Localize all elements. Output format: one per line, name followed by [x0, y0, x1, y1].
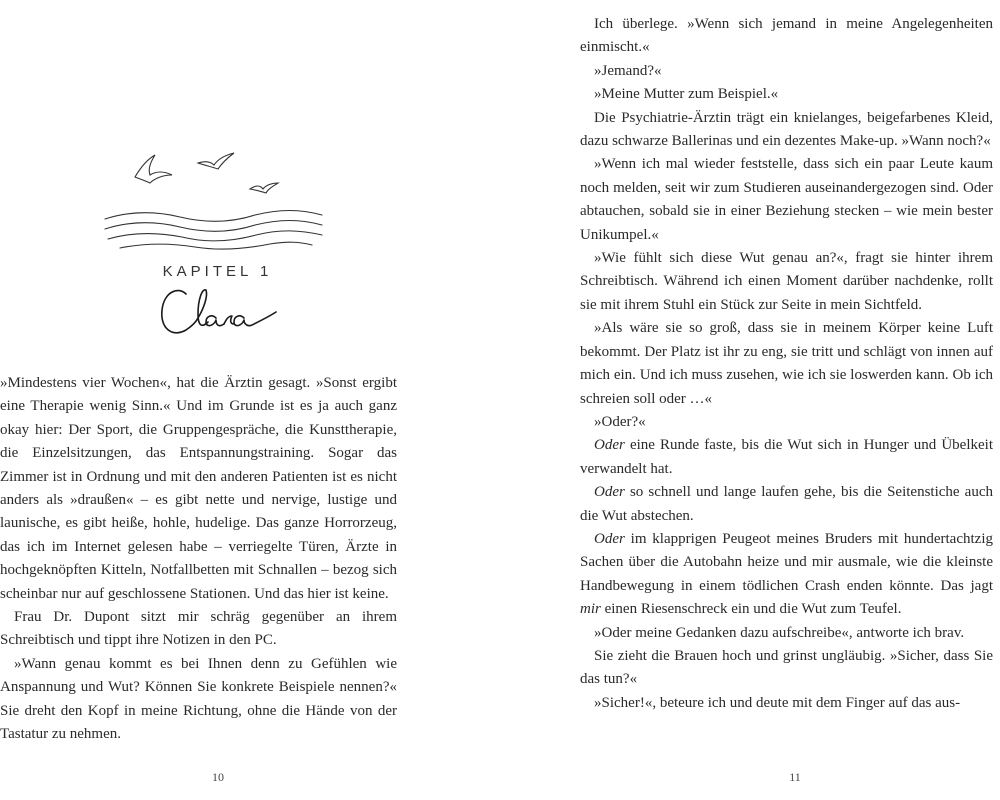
text-run: einen Riesenschreck ein und die Wut zum Teufel. [600, 601, 902, 618]
paragraph [580, 692, 993, 715]
paragraph [0, 372, 397, 606]
italic-text: Oder [594, 437, 625, 454]
paragraph [580, 317, 993, 411]
paragraph [580, 645, 993, 692]
page-number-right: 11 [789, 770, 801, 784]
text-run: so schnell und lange laufen gehe, bis die Seitenstiche auch die Wut abstechen. [580, 484, 993, 524]
chapter-name-script-lettering [158, 282, 282, 344]
page-number-left: 10 [212, 770, 224, 784]
text-run: eine Runde faste, bis die Wut sich in Hunger und Übelkeit verwandelt hat. [580, 437, 993, 477]
text-run: »Oder meine Gedanken dazu aufschreibe«, antworte ich brav. [594, 624, 965, 641]
text-run: »Als wäre sie so groß, dass sie in meinem Körper keine Luft bekommt. Der Platz ist ihr zu eng, sie tritt und schlägt von innen auf mich ein. Und ich muss zusehen, wie ich sie loswerden kann. Ob ich schreien soll oder …« [580, 320, 993, 407]
right-page [575, 0, 1000, 800]
paragraph [580, 60, 993, 83]
text-run: »Wie fühlt sich diese Wut genau an?«, fragt sie hinter ihrem Schreibtisch. Während ich einen Moment darüber nachdenke, rollt sie mit ihrem Stuhl ein Stück zur Seite in mein Sichtfeld. [580, 250, 993, 313]
text-run: Ich überlege. »Wenn sich jemand in meine Angelegenheiten einmischt.« [580, 16, 993, 56]
paragraph [580, 247, 993, 317]
right-page-body-text [580, 13, 993, 715]
text-run: »Sicher!«, beteure ich und deute mit dem Finger auf das aus- [594, 694, 961, 711]
seagulls-and-waves-illustration [100, 145, 330, 255]
paragraph [580, 622, 993, 645]
italic-text: Oder [594, 484, 625, 501]
chapter-label: KAPITEL 1 [162, 263, 273, 280]
paragraph [580, 83, 993, 106]
paragraph [580, 411, 993, 434]
paragraph [580, 153, 993, 247]
text-run: »Wenn ich mal wieder feststelle, dass sich ein paar Leute kaum noch melden, seit wir zum Studieren auseinandergezogen sind. Oder abtauchen, sobald sie in einer Beziehung stecken – wie mein bester Unikumpel.« [580, 156, 993, 243]
text-run: »Wann genau kommt es bei Ihnen denn zu Gefühlen wie Anspannung und Wut? Können Sie konkrete Beispiele nennen?« Sie dreht den Kopf in meine Richtung, ohne die Hände von der Tastatur zu nehmen. [0, 655, 397, 743]
text-run: »Oder?« [594, 413, 646, 430]
text-run: »Jemand?« [594, 62, 662, 79]
paragraph [580, 13, 993, 60]
text-run: Sie zieht die Brauen hoch und grinst ungläubig. »Sicher, dass Sie das tun?« [580, 647, 993, 688]
paragraph [580, 107, 993, 154]
paragraph [0, 653, 397, 747]
text-run: »Mindestens vier Wochen«, hat die Ärztin gesagt. »Sonst ergibt eine Therapie wenig Sinn.« Und im Grunde ist es ja auch ganz okay hier: Der Sport, die Gruppengespräche, die Kunsttherapie, die Einzelsitzungen, das Entspannungstraining. Sogar das Zimmer ist in Ordnung und mit den anderen Patienten ist es nicht anders als »draußen« – es gibt nette und nervige, lustige und launische, es gibt heiße, hohle, hudelige. Das ganze Horrorzeug, das ich im Internet gelesen habe – verriegelte Türen, Ärzte in hochgeknöpften Kitteln, Notfallbetten mit Schnallen – bezog sich scheinbar nur auf geschlossene Stationen. Und das hier ist keine. [0, 375, 397, 602]
text-run: im klapprigen Peugeot meines Bruders mit hundertachtzig Sachen über die Autobahn heize und mir ausmale, wie die kleinste Handbewegung in einem tödlichen Crash enden könnte. Das jagt [580, 530, 993, 594]
left-page [0, 0, 420, 800]
italic-text: Oder [594, 530, 625, 547]
text-run: »Meine Mutter zum Beispiel.« [594, 86, 779, 103]
text-run: Die Psychiatrie-Ärztin trägt ein knielanges, beigefarbenes Kleid, dazu schwarze Ballerinas und ein dezentes Make-up. »Wann noch?« [580, 109, 993, 150]
italic-text: mir [580, 601, 601, 618]
paragraph [580, 434, 993, 481]
paragraph [580, 528, 993, 622]
paragraph [580, 481, 993, 528]
paragraph [0, 606, 397, 653]
left-page-body-text [0, 372, 397, 747]
text-run: Frau Dr. Dupont sitzt mir schräg gegenüber an ihrem Schreibtisch und tippt ihre Notizen in den PC. [0, 609, 397, 649]
